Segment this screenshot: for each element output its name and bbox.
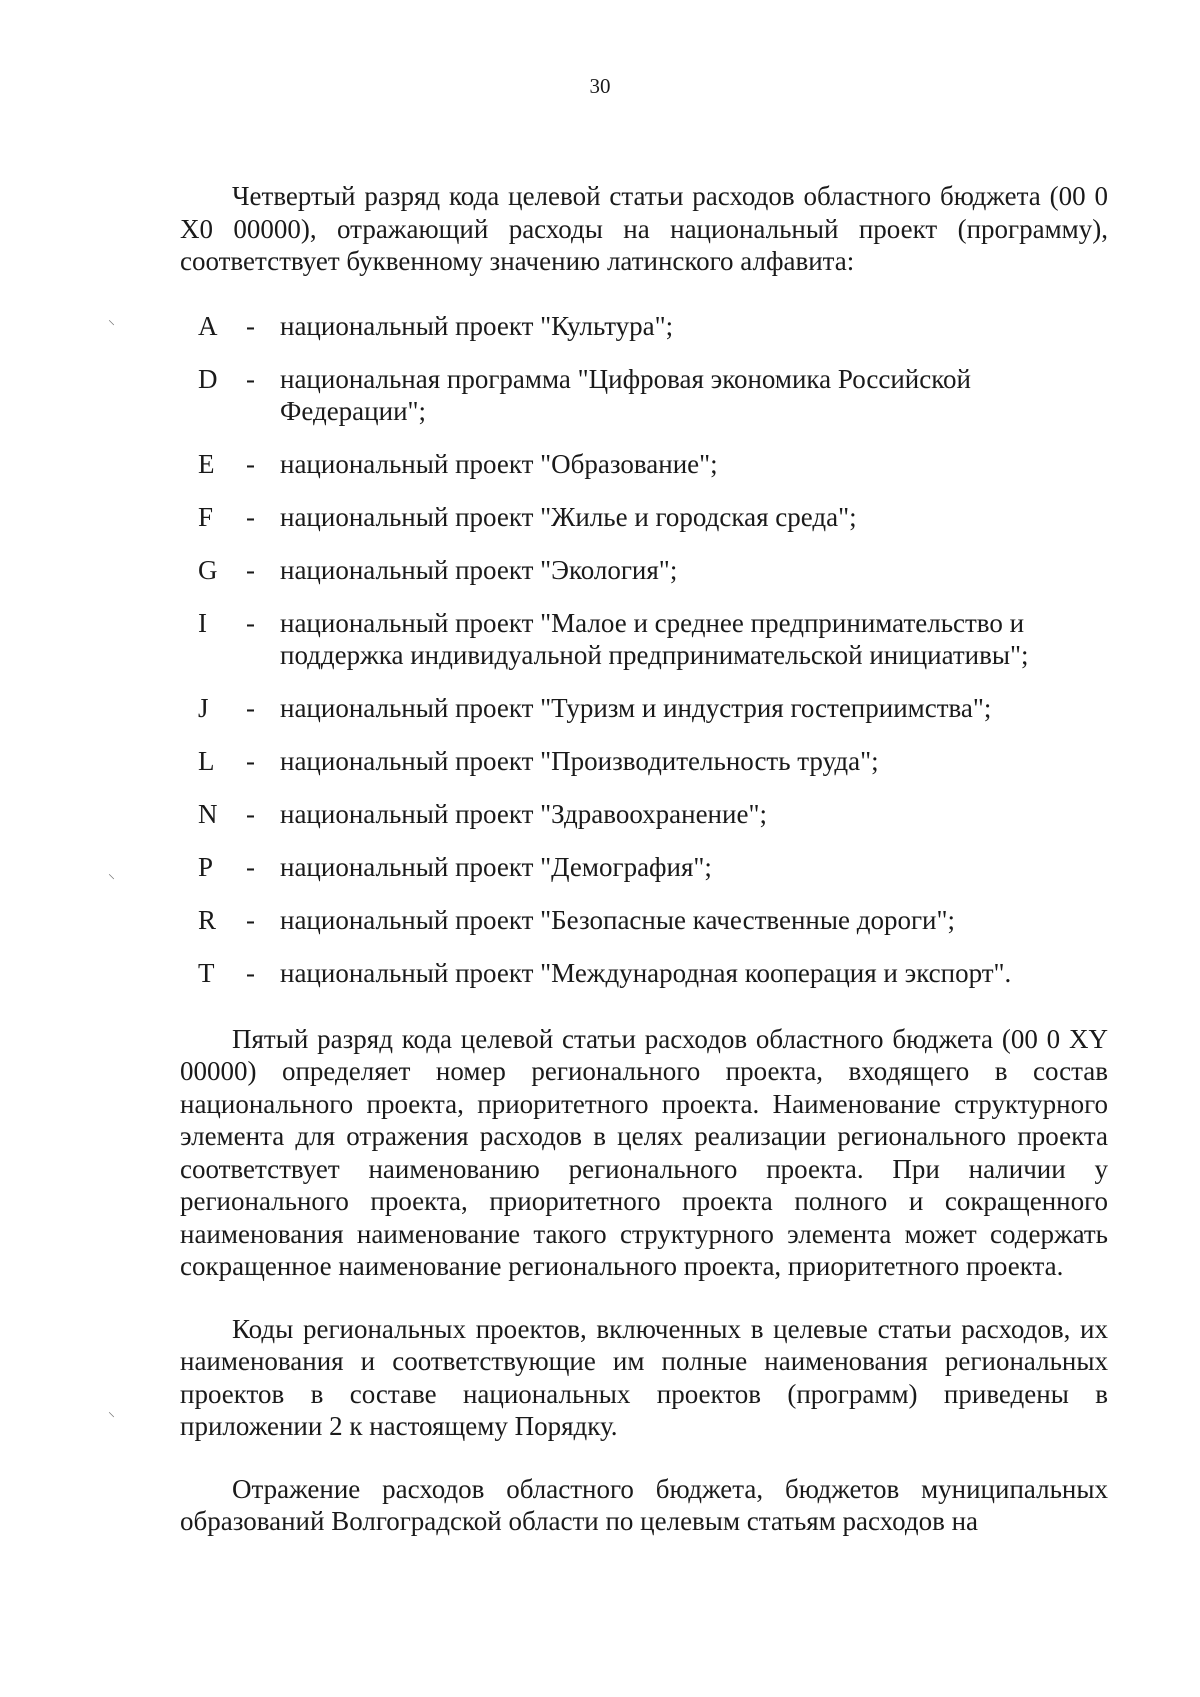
list-item — [180, 363, 1108, 427]
list-item — [180, 798, 1108, 830]
list-item-text: национальный проект "Международная кооперация и экспорт". — [280, 957, 1012, 988]
document-body — [180, 180, 1108, 1538]
list-item — [180, 692, 1108, 724]
list-item-text: национальный проект "Экология"; — [280, 554, 678, 585]
paragraph-expense-reflection: Отражение расходов областного бюджета, бюджетов муниципальных образований Волгоградской области по целевым статьям расходов на — [180, 1473, 1108, 1536]
list-item-text: национальный проект "Безопасные качественные дороги"; — [280, 904, 955, 935]
list-item-text: национальный проект "Демография"; — [280, 851, 712, 882]
list-item-dash: - — [246, 448, 255, 479]
list-item-text: национальный проект "Жилье и городская среда"; — [280, 501, 857, 532]
paragraph-fourth-digit: Четвертый разряд кода целевой статьи расходов областного бюджета (00 0 X0 00000), отражающий расходы на национальный проект (программу), соответствует буквенному значению латинского алфавита: — [180, 181, 1108, 276]
list-item — [180, 501, 1108, 533]
list-item-text: национальный проект "Культура"; — [280, 310, 674, 341]
list-item — [180, 448, 1108, 480]
list-item — [180, 957, 1108, 989]
list-item-dash: - — [246, 554, 255, 585]
list-item-dash: - — [246, 798, 255, 829]
list-item-dash: - — [246, 607, 255, 638]
list-item-text: национальный проект "Малое и среднее предпринимательство и поддержка индивидуальной предпринимательской инициативы"; — [280, 607, 1029, 670]
list-item — [180, 851, 1108, 883]
list-item-code: R — [198, 904, 217, 935]
list-item — [180, 607, 1108, 671]
list-item-dash: - — [246, 851, 255, 882]
list-item-text: национальный проект "Здравоохранение"; — [280, 798, 767, 829]
list-item-code: T — [198, 957, 215, 988]
page-number: 30 — [589, 74, 611, 98]
list-item-dash: - — [246, 692, 255, 723]
list-item — [180, 310, 1108, 342]
list-item-code: A — [198, 310, 218, 341]
list-item-code: L — [198, 745, 215, 776]
list-item — [180, 554, 1108, 586]
list-item-text: национальный проект "Туризм и индустрия гостеприимства"; — [280, 692, 992, 723]
paragraph-fifth-digit: Пятый разряд кода целевой статьи расходов областного бюджета (00 0 XY 00000) определяет номер регионального проекта, входящего в состав национального проекта, приоритетного проекта. Наименование структурного элемента для отражения расходов в целях реализации регионального проекта соответствует наименованию регионального проекта. При наличии у регионального проекта, приоритетного проекта полного и сокращенного наименования наименование такого структурного элемента может содержать сокращенное наименование регионального проекта, приоритетного проекта. — [180, 1023, 1108, 1281]
list-item-code: D — [198, 363, 218, 394]
list-item-dash: - — [246, 310, 255, 341]
list-item-code: F — [198, 501, 214, 532]
list-item-dash: - — [246, 904, 255, 935]
scan-mark: ⸌ — [108, 1411, 115, 1426]
scan-mark: ⸌ — [108, 873, 115, 888]
list-item-code: N — [198, 798, 218, 829]
list-item-dash: - — [246, 363, 255, 394]
list-item-text: национальная программа "Цифровая экономика Российской Федерации"; — [280, 363, 971, 426]
list-item-code: G — [198, 554, 218, 585]
list-item-code: E — [198, 448, 215, 479]
list-item — [180, 745, 1108, 777]
list-item-text: национальный проект "Образование"; — [280, 448, 718, 479]
national-projects-list — [180, 310, 1108, 989]
list-item-text: национальный проект "Производительность труда"; — [280, 745, 879, 776]
scan-mark: ⸌ — [108, 319, 115, 334]
list-item-code: I — [198, 607, 207, 638]
list-item — [180, 904, 1108, 936]
list-item-code: J — [198, 692, 209, 723]
paragraph-regional-codes: Коды региональных проектов, включенных в целевые статьи расходов, их наименования и соответствующие им полные наименования региональных проектов в составе национальных проектов (программ) приведены в приложении 2 к настоящему Порядку. — [180, 1313, 1108, 1441]
list-item-code: P — [198, 851, 214, 882]
list-item-dash: - — [246, 957, 255, 988]
list-item-dash: - — [246, 745, 255, 776]
list-item-dash: - — [246, 501, 255, 532]
